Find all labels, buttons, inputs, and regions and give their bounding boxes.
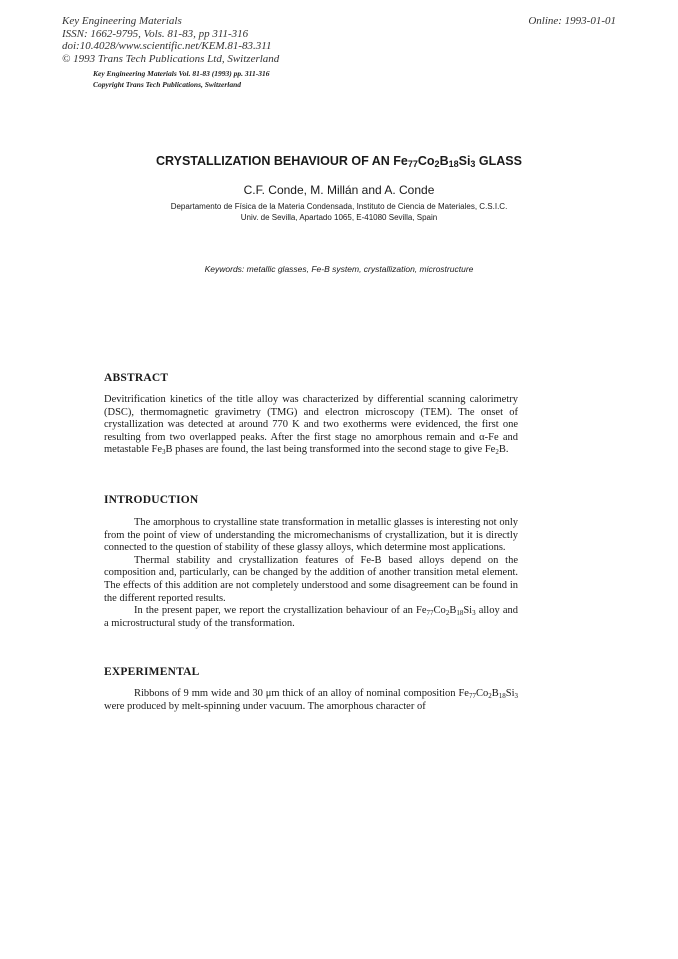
experimental-heading: EXPERIMENTAL: [104, 666, 200, 678]
affiliation-line-1: Departamento de Física de la Materia Condensada, Instituto de Ciencia de Materiales, C.S.I.C.: [170, 202, 508, 211]
citation-header: [62, 15, 279, 65]
journal-copyright-line: Copyright Trans Tech Publications, Switzerland: [93, 79, 242, 89]
intro-paragraph-3: In the present paper, we report the crystallization behaviour of an $Fe_{77}Co_2B_{18}Si_3$ alloy and a microstructural study of the transformation.: [104, 605, 518, 629]
authors: C.F. Conde, M. Millán and A. Conde: [243, 183, 435, 197]
issn-line: ISSN: 1662-9795, Vols. 81-83, pp 311-316: [62, 27, 249, 40]
journal-reference: [93, 69, 269, 90]
journal-name: Key Engineering Materials: [62, 15, 182, 27]
affiliation-line-2: Univ. de Sevilla, Apartado 1065, E-41080 Sevilla, Spain: [240, 213, 438, 222]
journal-reference-line: Key Engineering Materials Vol. 81-83 (1993) pp. 311-316: [93, 69, 270, 78]
intro-paragraph-1: The amorphous to crystalline state transformation in metallic glasses is interesting not only from the point of view of understanding the micromechanisms of crystallization, but it is directly connected to the question of stability of these glassy alloys, which determine most applications.: [104, 517, 518, 554]
paper-title: CRYSTALLIZATION BEHAVIOUR OF AN $Fe_{77}Co_2B_{18}Si_3$ GLASS: [156, 154, 522, 169]
copyright-line: © 1993 Trans Tech Publications Ltd, Switzerland: [62, 52, 280, 65]
intro-paragraph-2: Thermal stability and crystallization features of Fe-B based alloys depend on the composition and, particularly, can be changed by the addition of another transition metal element. The effects of this addition are not completely understood and some disagreement can be found in the different reported results.: [104, 554, 518, 604]
introduction-heading: INTRODUCTION: [104, 494, 199, 506]
experimental-text: Ribbons of 9 mm wide and 30 μm thick of an alloy of nominal composition $Fe_{77}Co_2B_{18}Si_3$ were produced by melt-spinning under vacuum. The amorphous character of: [104, 688, 518, 712]
affiliation: [0, 201, 678, 223]
abstract-heading: ABSTRACT: [104, 372, 169, 384]
online-date: Online: 1993-01-01: [528, 15, 616, 27]
introduction-text: [104, 517, 518, 630]
doi-line[interactable]: doi:10.4028/www.scientific.net/KEM.81-83.311: [62, 40, 272, 52]
abstract-text: Devitrification kinetics of the title alloy was characterized by differential scanning calorimetry (DSC), thermomagnetic gravimetry (TMG) and electron microscopy (TEM). The onset of crystallization was detected at around 770 K and two exotherms were evidenced, the first one resulting from two overlapped peaks. After the first stage no amorphous remain and α-Fe and metastable $Fe_3B$ phases are found, the last being transformed into the second stage to give $Fe_2B$.: [104, 394, 518, 457]
keywords: Keywords: metallic glasses, Fe-B system, crystallization, microstructure: [204, 264, 474, 274]
